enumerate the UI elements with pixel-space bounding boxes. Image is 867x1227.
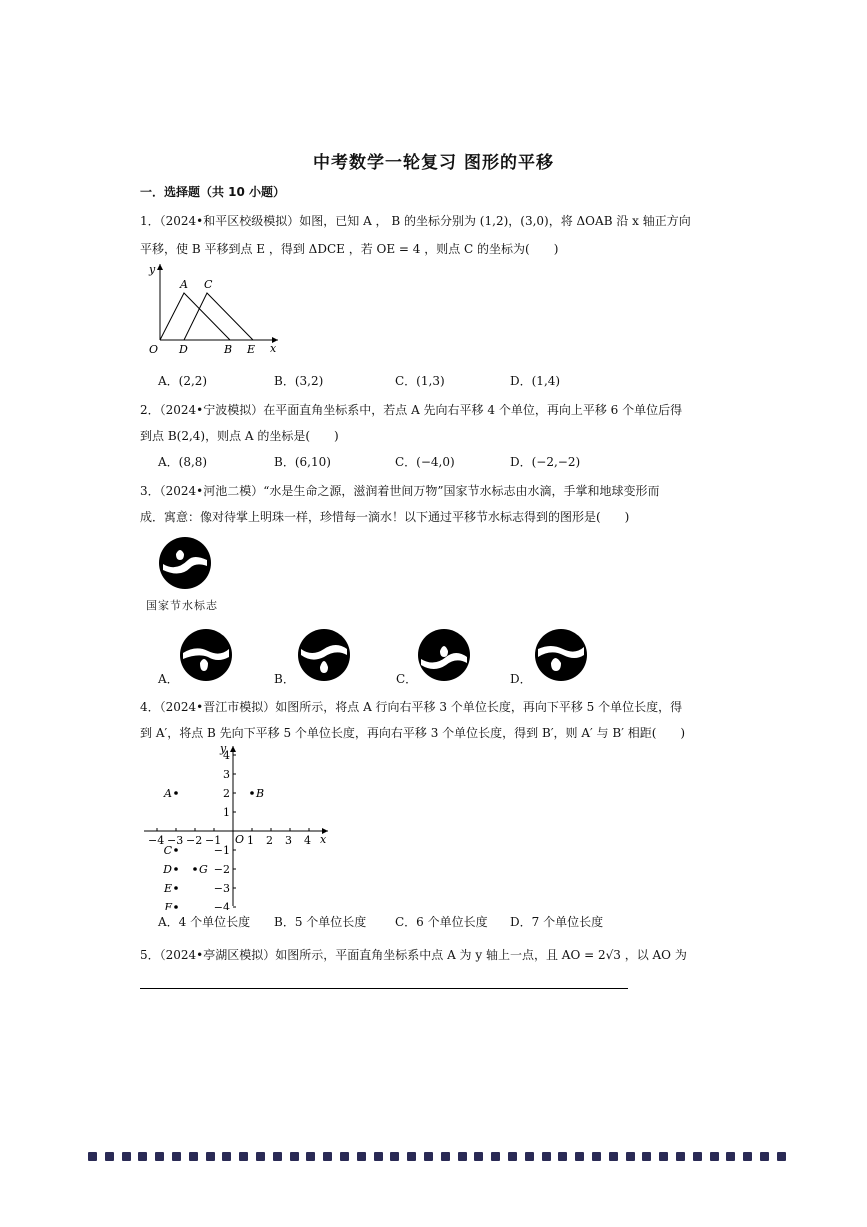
q4-point-g (193, 867, 197, 871)
footer-dot (626, 1152, 635, 1161)
q4-point-label-g: G (199, 863, 208, 876)
q4-point-label-a: A (164, 787, 172, 800)
q4-y-tick-label: 4 (223, 749, 230, 762)
logo-caption: 国家节水标志 (146, 599, 218, 612)
q1-label-d: D (179, 343, 188, 356)
q4-point-a (174, 791, 178, 795)
q1-label-x: x (270, 342, 277, 355)
footer-dot (659, 1152, 668, 1161)
footer-dot (374, 1152, 383, 1161)
q4-y-tick-label: −4 (213, 901, 230, 910)
q4-y-tick-label: 2 (223, 787, 230, 800)
footer-dot (508, 1152, 517, 1161)
q4-text-line1: 4．（2024•晋江市模拟）如图所示，将点 A 行向右平移 3 个单位长度，再向下平移 5 个单位长度，得 (140, 700, 683, 714)
q1-label-c: C (204, 278, 213, 291)
q4-point-d (174, 867, 178, 871)
footer-dot (491, 1152, 500, 1161)
footer-dot (592, 1152, 601, 1161)
q3-option-b-icon[interactable] (296, 627, 352, 683)
q1-option-c[interactable]: C．(1,3) (395, 374, 445, 388)
q4-point-label-b: B (256, 787, 265, 800)
footer-dot (542, 1152, 551, 1161)
q4-label-y: y (220, 742, 227, 755)
q4-point-e (174, 886, 178, 890)
footer-dot (306, 1152, 315, 1161)
footer-dot (105, 1152, 114, 1161)
water-saving-logo (154, 536, 220, 594)
q4-x-tick-label: 4 (304, 834, 311, 847)
footer-dot (138, 1152, 147, 1161)
q3-text-line2: 成．寓意：像对待掌上明珠一样，珍惜每一滴水！以下通过平移节水标志得到的图形是( ) (140, 510, 630, 524)
q3-option-d-label[interactable]: D． (510, 672, 532, 686)
q3-option-b-label[interactable]: B． (274, 672, 295, 686)
q3-option-a-icon[interactable] (178, 627, 234, 683)
footer-dot (239, 1152, 248, 1161)
footer-dot (172, 1152, 181, 1161)
q2-text-line2: 到点 B(2,4)，则点 A 的坐标是( ) (140, 429, 339, 443)
footer-dot (256, 1152, 265, 1161)
q5-text-line1: 5．（2024•亭湖区模拟）如图所示，平面直角坐标系中点 A 为 y 轴上一点，且 AO = 2√3 ，以 AO 为 (140, 948, 687, 962)
q3-option-c-icon[interactable] (416, 627, 472, 683)
footer-dot (189, 1152, 198, 1161)
q4-point-label-e: E (163, 882, 172, 895)
q1-label-o: O (149, 343, 159, 356)
q4-x-tick-label: −1 (205, 834, 222, 847)
footer-dot (575, 1152, 584, 1161)
q4-y-tick-label: −2 (213, 863, 230, 876)
q1-option-b[interactable]: B．(3,2) (274, 374, 324, 388)
q4-y-tick-label: −1 (213, 844, 230, 857)
footer-dot (777, 1152, 786, 1161)
footer-dot (122, 1152, 131, 1161)
footer-dot (273, 1152, 282, 1161)
footer-dot (458, 1152, 467, 1161)
q4-figure (140, 740, 335, 910)
q4-point-b (250, 791, 254, 795)
q4-x-tick-label: 3 (285, 834, 292, 847)
q1-label-a: A (180, 278, 188, 291)
q3-option-d-icon[interactable] (533, 627, 589, 683)
footer-dot (206, 1152, 215, 1161)
q1-label-y: y (149, 263, 156, 276)
q1-figure (140, 258, 290, 358)
footer-dot (441, 1152, 450, 1161)
footer-dot (609, 1152, 618, 1161)
q1-option-d[interactable]: D．(1,4) (510, 374, 561, 388)
page-bottom-rule (140, 988, 628, 989)
q4-y-tick-label: 3 (223, 768, 230, 781)
footer-dot (222, 1152, 231, 1161)
footer-dot (726, 1152, 735, 1161)
q3-option-a-label[interactable]: A． (158, 672, 179, 686)
q4-text-line2: 到 A′，将点 B 先向下平移 5 个单位长度，再向右平移 3 个单位长度，得到 B′，则 A′ 与 B′ 相距( ) (140, 726, 686, 740)
q2-option-c[interactable]: C．(−4,0) (395, 455, 455, 469)
footer-dot (290, 1152, 299, 1161)
q4-x-tick-label: −3 (167, 834, 184, 847)
q4-x-tick-label: −4 (148, 834, 165, 847)
footer-dot (340, 1152, 349, 1161)
footer-dot (693, 1152, 702, 1161)
q1-label-e: E (247, 343, 256, 356)
footer-dot (390, 1152, 399, 1161)
q4-option-b[interactable]: B．5 个单位长度 (274, 915, 367, 929)
q4-point-f (174, 905, 178, 909)
q3-option-c-label[interactable]: C． (396, 672, 418, 686)
page-title: 中考数学一轮复习 图形的平移 (313, 153, 554, 173)
q2-option-d[interactable]: D．(−2,−2) (510, 455, 581, 469)
footer-dot (743, 1152, 752, 1161)
q4-y-tick-label: −3 (213, 882, 230, 895)
footer-dot (323, 1152, 332, 1161)
q1-text-line1: 1．（2024•和平区校级模拟）如图，已知 A ， B 的坐标分别为 (1,2)，(3,0)，将 ΔOAB 沿 x 轴正方向 (140, 214, 691, 228)
q2-option-b[interactable]: B．(6,10) (274, 455, 331, 469)
q2-option-a[interactable]: A．(8,8) (158, 455, 208, 469)
footer-dot (424, 1152, 433, 1161)
q4-x-tick-label: −2 (186, 834, 203, 847)
footer-dot (760, 1152, 769, 1161)
q3-text-line1: 3．（2024•河池二模）“水是生命之源，滋润着世间万物”国家节水标志由水滴，手掌和地球变形而 (140, 484, 660, 498)
q4-point-c (174, 848, 178, 852)
q4-point-label-d: D (163, 863, 172, 876)
footer-dot (155, 1152, 164, 1161)
q2-text-line1: 2．（2024•宁波模拟）在平面直角坐标系中，若点 A 先向右平移 4 个单位，再向上平移 6 个单位后得 (140, 403, 683, 417)
q1-text-line2: 平移，使 B 平移到点 E ，得到 ΔDCE ，若 OE = 4 ，则点 C 的坐标为( ) (140, 242, 559, 256)
page-footer-dots (88, 1152, 788, 1162)
footer-dot (710, 1152, 719, 1161)
q4-point-label-f: F (164, 901, 172, 910)
q4-option-d[interactable]: D．7 个单位长度 (510, 915, 604, 929)
footer-dot (88, 1152, 97, 1161)
footer-dot (642, 1152, 651, 1161)
q4-option-c[interactable]: C．6 个单位长度 (395, 915, 488, 929)
q1-label-b: B (224, 343, 233, 356)
q4-label-x: x (320, 833, 327, 846)
footer-dot (676, 1152, 685, 1161)
footer-dot (525, 1152, 534, 1161)
q4-x-tick-label: 2 (266, 834, 273, 847)
q4-x-tick-label: 1 (247, 834, 254, 847)
q4-option-a[interactable]: A．4 个单位长度 (158, 915, 251, 929)
q4-point-label-c: C (163, 844, 172, 857)
footer-dot (357, 1152, 366, 1161)
q4-label-o: O (235, 833, 245, 846)
q1-option-a[interactable]: A．(2,2) (158, 374, 208, 388)
section-heading: 一．选择题（共 10 小题） (140, 185, 286, 199)
footer-dot (407, 1152, 416, 1161)
footer-dot (474, 1152, 483, 1161)
footer-dot (558, 1152, 567, 1161)
q4-y-tick-label: 1 (223, 806, 230, 819)
